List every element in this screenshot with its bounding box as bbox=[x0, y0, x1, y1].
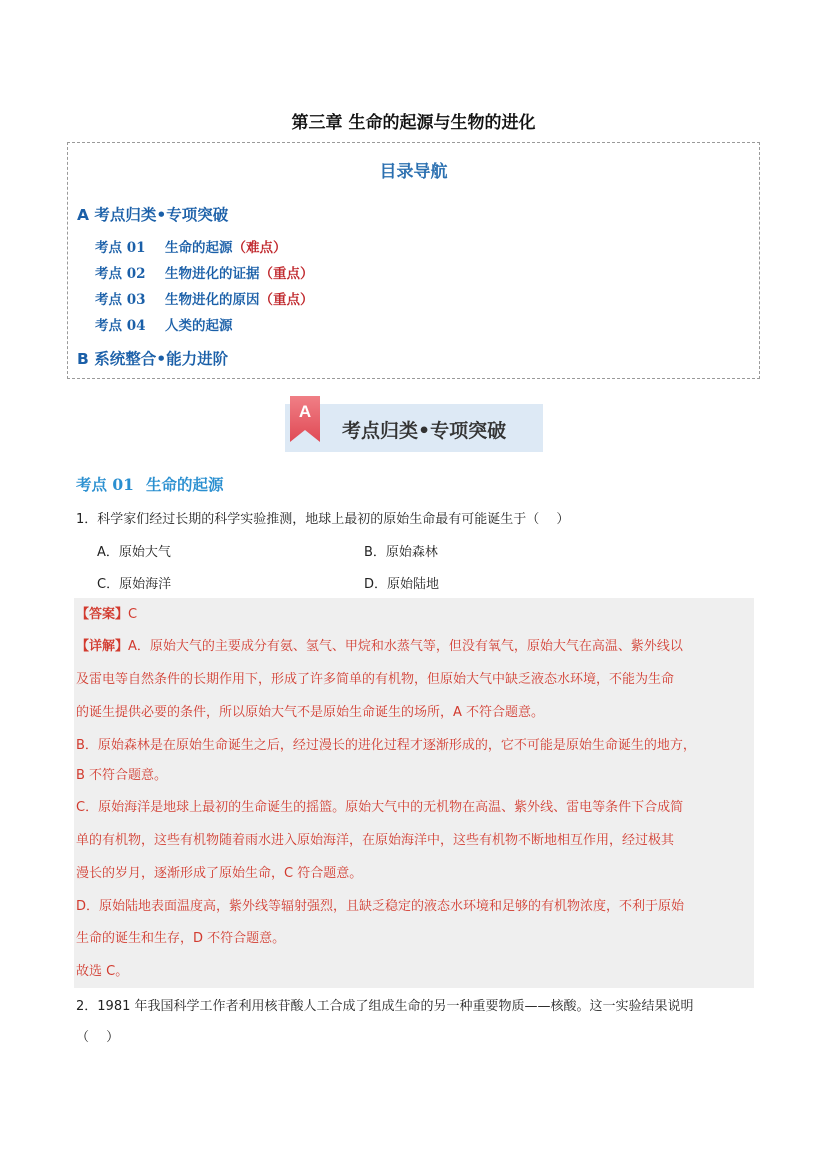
q1-option-d[interactable]: D．原始陆地 bbox=[364, 577, 440, 592]
detail-line-6: C．原始海洋是地球上最初的生命诞生的摇篮。原始大气中的无机物在高温、紫外线、雷电等条件下合成简 bbox=[76, 800, 684, 815]
q1-option-a[interactable]: A．原始大气 bbox=[97, 545, 171, 560]
toc-item-name: 人类的起源 bbox=[165, 318, 233, 334]
toc-box bbox=[67, 142, 760, 379]
question-1-stem: 1．科学家们经过长期的科学实验推测，地球上最初的原始生命最有可能诞生于（ ） bbox=[76, 512, 570, 527]
detail-line-4: B．原始森林是在原始生命诞生之后，经过漫长的进化过程才逐渐形成的，它不可能是原始生命诞生的地方， bbox=[76, 738, 696, 753]
detail-line-10: 生命的诞生和生存，D 不符合题意。 bbox=[76, 931, 286, 946]
q1-option-c[interactable]: C．原始海洋 bbox=[97, 577, 172, 592]
kp-name: 生命的起源 bbox=[146, 475, 224, 494]
detail-line-5: B 不符合题意。 bbox=[76, 768, 168, 783]
toc-heading: 目录导航 bbox=[379, 162, 448, 182]
toc-item-tag: （重点） bbox=[259, 266, 314, 282]
detail-line-7: 单的有机物，这些有机物随着雨水进入原始海洋，在原始海洋中，这些有机物不断地相互作用，经过极其 bbox=[76, 833, 675, 848]
toc-item-2[interactable] bbox=[95, 262, 314, 282]
detail-line-1 bbox=[76, 637, 683, 657]
detail-line-11: 故选 C。 bbox=[76, 964, 129, 979]
toc-item-tag: （重点） bbox=[259, 292, 314, 308]
toc-item-num: 考点 02 bbox=[95, 266, 146, 282]
banner-letter: A bbox=[298, 402, 312, 421]
answer-value: C bbox=[128, 607, 138, 622]
question-2-blank: （ ） bbox=[76, 1030, 120, 1045]
bookmark-flag-icon bbox=[290, 396, 320, 442]
q1-option-b[interactable]: B．原始森林 bbox=[364, 545, 438, 560]
banner-text: 考点归类•专项突破 bbox=[342, 420, 507, 442]
answer-tag: 【答案】 bbox=[76, 607, 129, 622]
detail-line-9: D．原始陆地表面温度高，紫外线等辐射强烈，且缺乏稳定的液态水环境和足够的有机物浓度，不利于原始 bbox=[76, 899, 685, 914]
detail-line-8: 漫长的岁月，逐渐形成了原始生命，C 符合题意。 bbox=[76, 866, 363, 881]
toc-section-a[interactable]: A 考点归类•专项突破 bbox=[77, 206, 229, 224]
toc-section-b[interactable]: B 系统整合•能力进阶 bbox=[77, 350, 229, 368]
kp-num: 考点 01 bbox=[76, 475, 134, 494]
toc-item-3[interactable] bbox=[95, 288, 314, 308]
detail-tag: 【详解】 bbox=[76, 639, 129, 654]
toc-item-tag: （难点） bbox=[232, 240, 287, 256]
question-2-stem: 2．1981 年我国科学工作者利用核苷酸人工合成了组成生命的另一种重要物质——核酸。这一实验结果说明 bbox=[76, 999, 694, 1014]
toc-item-name: 生命的起源 bbox=[165, 240, 233, 256]
detail-line-2: 及雷电等自然条件的长期作用下，形成了许多简单的有机物，但原始大气中缺乏液态水环境，不能为生命 bbox=[76, 672, 675, 687]
detail-text: A．原始大气的主要成分有氨、氢气、甲烷和水蒸气等，但没有氧气，原始大气在高温、紫外线以 bbox=[128, 639, 683, 654]
detail-line-3: 的诞生提供必要的条件，所以原始大气不是原始生命诞生的场所，A 不符合题意。 bbox=[76, 705, 545, 720]
toc-item-1[interactable] bbox=[95, 236, 287, 256]
answer-line bbox=[76, 605, 137, 625]
toc-item-num: 考点 01 bbox=[95, 240, 146, 256]
toc-item-num: 考点 04 bbox=[95, 318, 146, 334]
kp-title bbox=[76, 473, 224, 495]
toc-item-name: 生物进化的原因 bbox=[165, 292, 260, 308]
toc-item-num: 考点 03 bbox=[95, 292, 146, 308]
toc-item-name: 生物进化的证据 bbox=[165, 266, 260, 282]
toc-item-4[interactable] bbox=[95, 314, 233, 334]
document-title: 第三章 生命的起源与生物的进化 bbox=[291, 113, 536, 133]
